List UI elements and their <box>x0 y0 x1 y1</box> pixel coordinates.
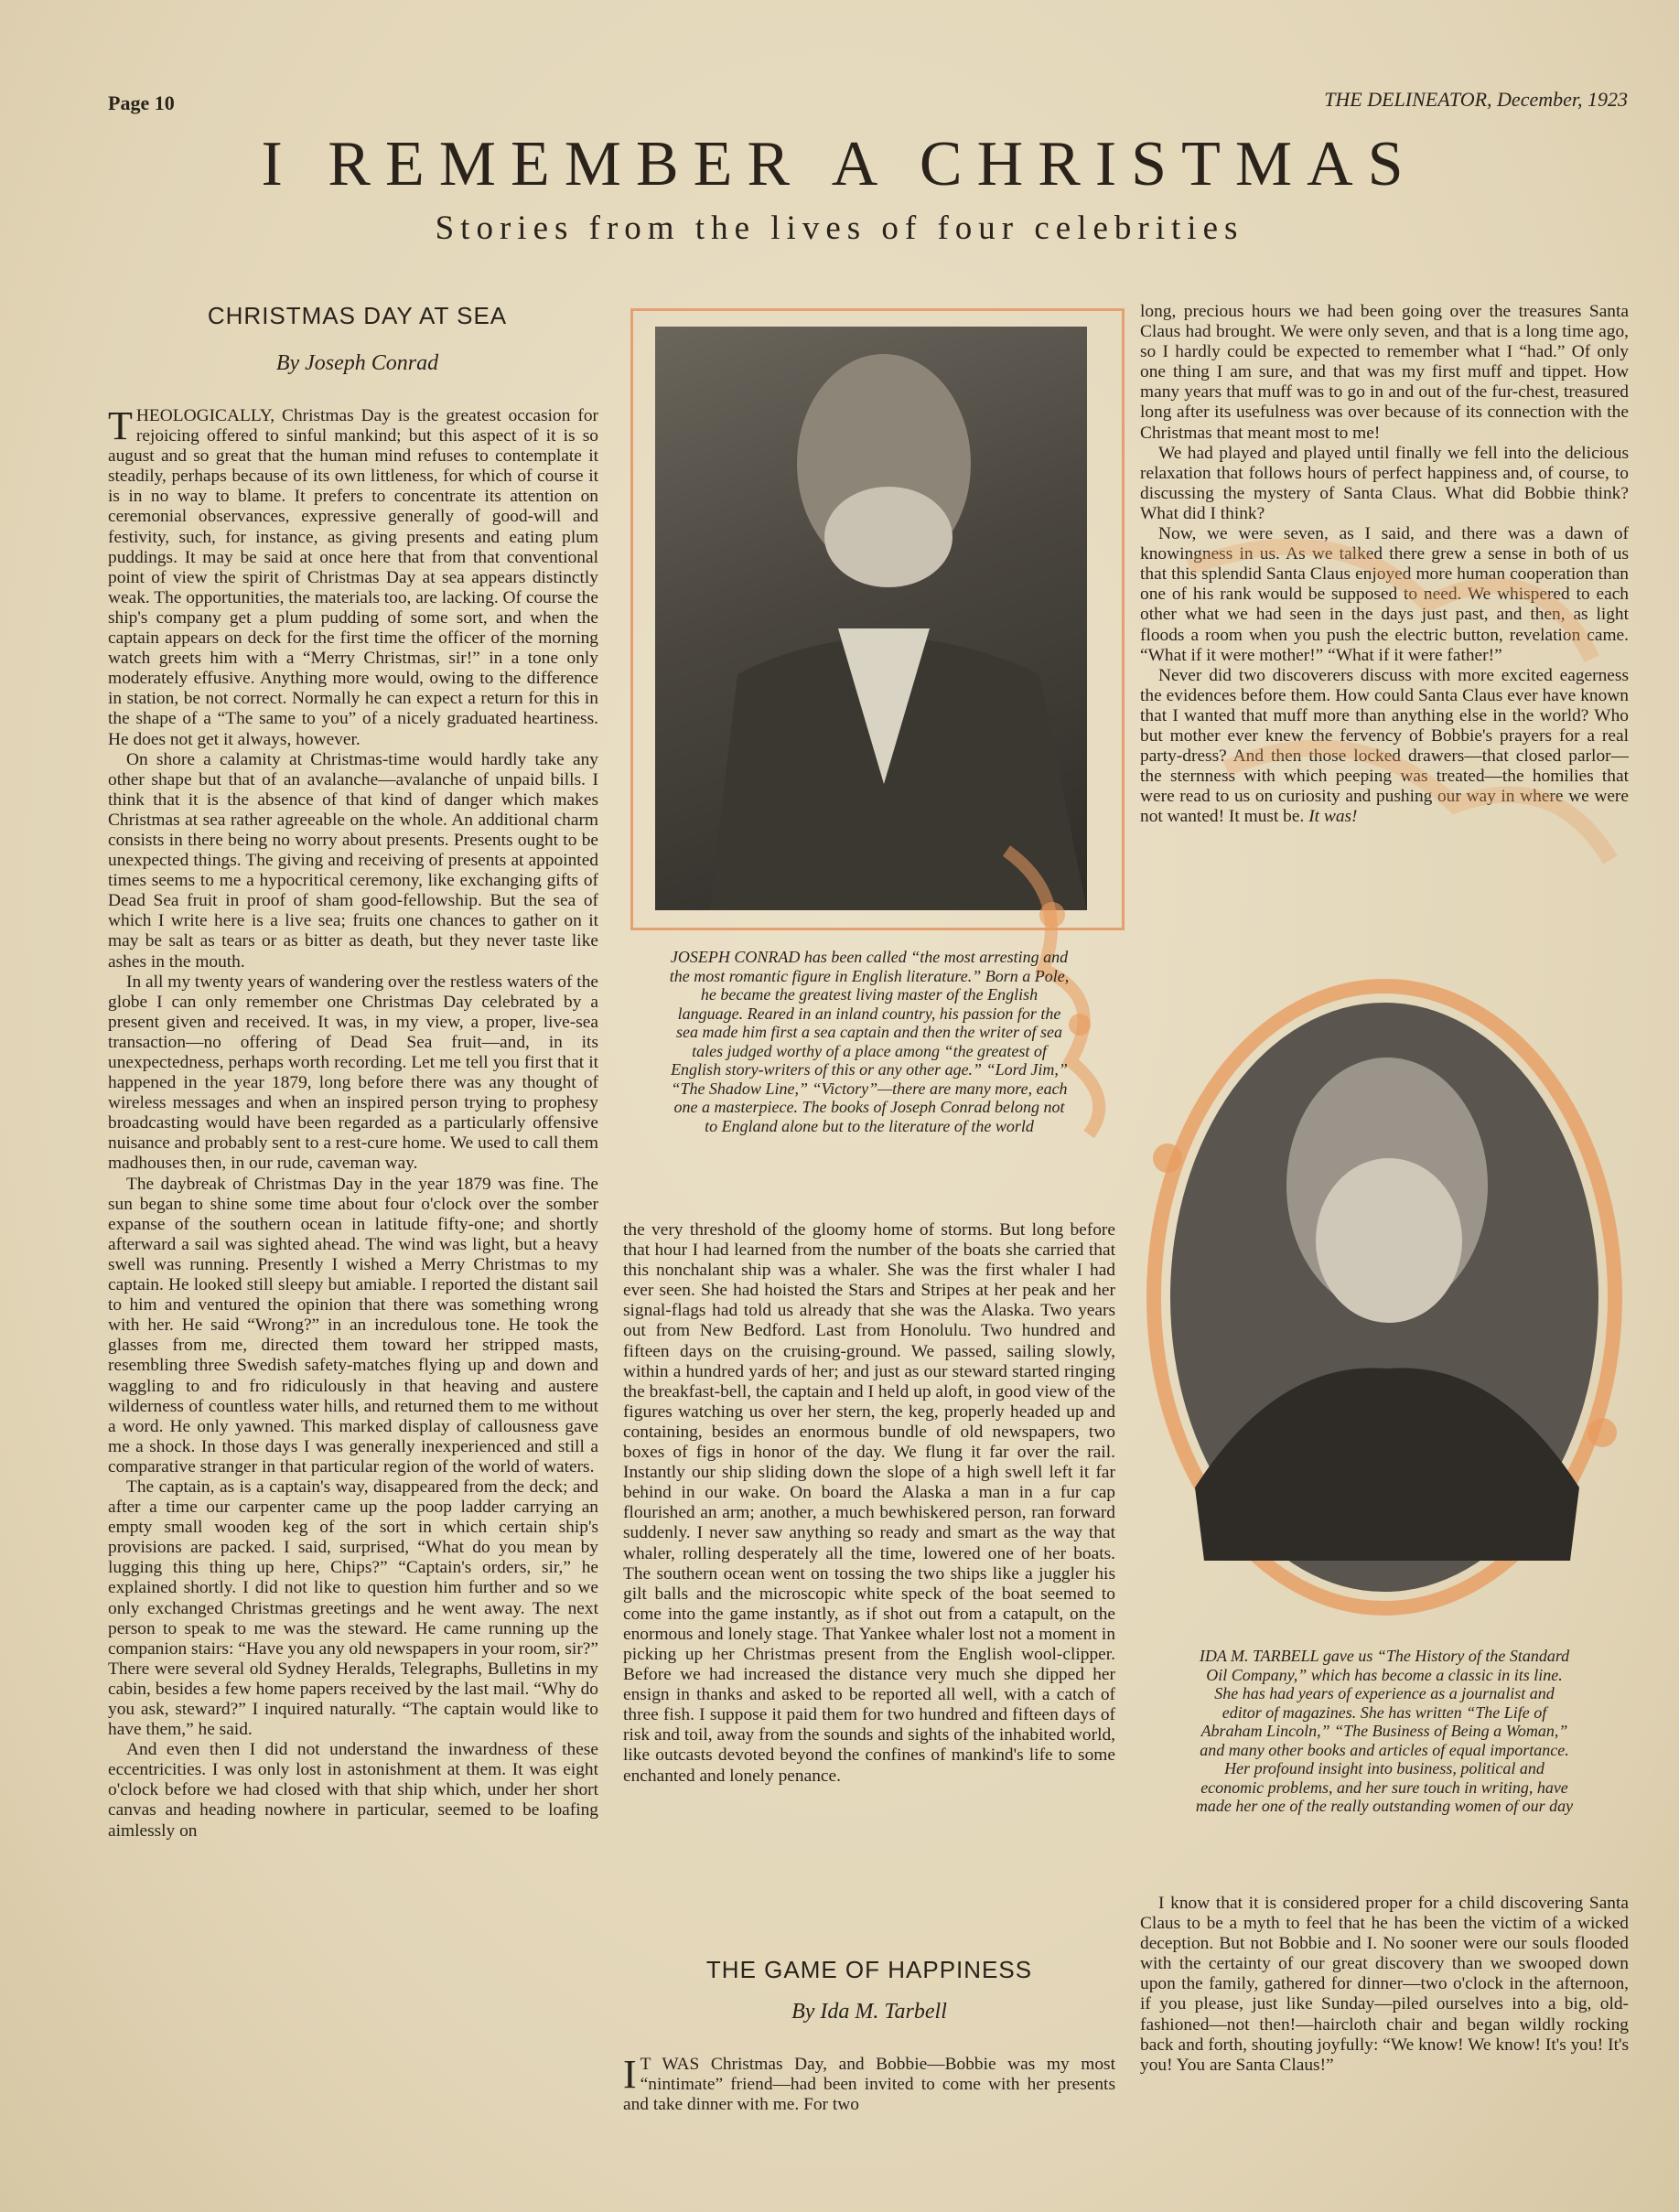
paragraph: On shore a calamity at Christmas-time would hardly take any other shape but that of an avalanche—avalanche of unpaid bills. I think that it is the absence of that kind of danger which makes Christmas at sea rather agreeable on the whole. An additional charm consists in there being no worry about presents. Presents ought to be unexpected things. The giving and receiving of presents at appointed times seems to me a hypocritical ceremony, like exchanging gifts of Dead Sea fruit in proof of sham good-fellowship. But the sea of which I write here is a live sea; fruits one chances to gather on it may be salt as tears or as bitter as death, but they never taste like ashes in the mouth. <box>108 749 598 972</box>
paragraph: We had played and played until finally we fell into the delicious relaxation that follows hours of perfect happiness and, of course, to discussing the mystery of Santa Claus. What did Bobbie think? What did I think? <box>1140 443 1629 523</box>
drop-cap: I <box>623 2055 637 2097</box>
byline-tarbell: By Ida M. Tarbell <box>791 2000 947 2024</box>
issue-line: THE DELINEATOR, December, 1923 <box>1324 88 1628 111</box>
paragraph: I know that it is considered proper for a child discovering Santa Claus to be a myth to feel that he has been the victim of a wicked deception. But not Bobbie and I. No sooner were our souls flooded with the certainty of our great discovery than we swooped down upon the family, gathered for dinner—two o'clock in the afternoon, if you please, just like Sunday—piled ourselves into a big, old-fashioned—not then!—haircloth chair and began wildly rocking back and forth, shouting joyfully: “We know! We know! It's you! It's you! You are Santa Claus!” <box>1140 1894 1629 2075</box>
paragraph: Now, we were seven, as I said, and there was a dawn of knowingness in us. As we talked there grew a sense in both of us that this splendid Santa Claus enjoyed more human cooperation than one of his rank would be supposed to need. We whispered to each other what we had seen in the days just past, and then, as light floods a room when you push the electric button, revelation came. “What if it were mother!” “What if it were father!” <box>1140 524 1629 665</box>
conrad-silhouette <box>655 327 1087 910</box>
column-3-bottom <box>1140 1894 1629 2128</box>
conrad-caption: JOSEPH CONRAD has been called “the most arresting and the most romantic figure in English literature.” Born a Pole, he became the greatest living master of the English language. Reared in an inland country, his passion for the sea made him first a sea captain and then the writer of sea tales judged worthy of a place among “the greatest of English story-writers of this or any other age.” “Lord Jim,” “The Shadow Line,” “Victory”—there are many more, each one a masterpiece. The books of Joseph Conrad belong not to England alone but to the literature of the world <box>669 948 1070 1135</box>
paragraph: the very threshold of the gloomy home of storms. But long before that hour I had learned from the number of the boats she carried that this nonchalant ship was a whaler. She was the first whaler I had ever seen. She had hoisted the Stars and Stripes at her peak and her signal-flags had told us already that she was the Alaska. Two years out from New Bedford. Last from Honolulu. Two hundred and fifteen days on the cruising-ground. We passed, sailing slowly, within a hundred yards of her; and just as our steward started ringing the breakfast-bell, the captain and I held up aloft, in good view of the figures watching us over her stern, the keg, properly headed up and containing, besides an enormous bundle of old newspapers, two boxes of figs in honor of the day. We flung it far over the rail. Instantly our ship sliding down the slope of a high swell left it far behind in our wake. On board the Alaska a man in a fur cap flourished an arm; another, a much bewhiskered person, ran forward suddenly. I never saw anything so ready and smart as the way that whaler, rolling desperately all the time, lowered one of her boats. The southern ocean went on tossing the two ships like a juggler his gilt balls and the microscopic white speck of the boat seemed to come into the game instantly, as if shot out from a catapult, on the enormous and lonely stage. That Yankee whaler lost not a moment in picking up her Christmas present from the English wool-clipper. Before we had increased the distance very much she dipped her ensign in thanks and asked to be reported all well, with a catch of three fish. I suppose it paid them for two hundred and fifteen days of risk and toil, away from the sounds and sights of the inhabited world, like outcasts devoted beyond the confines of mankind's life to some enchanted and lonely penance. <box>623 1220 1115 1786</box>
column-2-tarbell-start <box>623 2055 1115 2123</box>
paragraph: The captain, as is a captain's way, disappeared from the deck; and after a time our carpenter came up the poop ladder carrying an empty small wooden keg of the sort in which certain ship's provisions are packed. I said, surprised, “What do you mean by lugging this thing up here, Chips?” “Captain's orders, sir,” he explained shortly. I did not like to question him further and so we only exchanged Christmas greetings and he went away. The next person to speak to me was the steward. He came running up the companion stairs: “Have you any old newspapers in your room, sir?” There were several old Sydney Heralds, Telegraphs, Bulletins in my cabin, besides a few home papers received by the last mail. “Why do you ask, steward?” I inquired naturally. “The captain would like to have them,” he said. <box>108 1476 598 1740</box>
column-2 <box>623 1220 1115 1916</box>
conrad-portrait-photo <box>655 327 1087 910</box>
byline-conrad: By Joseph Conrad <box>275 351 439 375</box>
article-title-conrad: CHRISTMAS DAY AT SEA <box>207 302 508 329</box>
paragraph: HEOLOGICALLY, Christmas Day is the greatest occasion for rejoicing offered to sinful mankind; but this aspect of it is so august and so great that the human mind refuses to contemplate it steadily, perhaps because of its own littleness, for which of course it is in no way to blame. It prefers to concentrate its attention on ceremonial observances, expressive generally of good-will and festivity, such, for instance, as giving presents and eating plum puddings. It may be said at once here that from that conventional point of view the spirit of Christmas Day at sea appears distinctly weak. The opportunities, the materials too, are lacking. Of course the ship's company get a plum pudding of some sort, and when the captain appears on deck for the first time the officer of the morning watch greets him with a “Merry Christmas, sir!” in a tone only moderately effusive. Anything more would, owing to the difference in station, be not correct. Normally he can expect a return for this in the shape of a “The same to you” of a nicely graduated heartiness. He does not get it always, however. <box>108 406 598 749</box>
article-title-tarbell: THE GAME OF HAPPINESS <box>705 1956 1033 1983</box>
paragraph: The daybreak of Christmas Day in the year 1879 was fine. The sun began to shine some time about four o'clock over the somber expanse of the southern ocean in latitude fifty-one; and shortly afterward a sail was sighted ahead. The wind was light, but a heavy swell was running. Presently I wished a Merry Christmas to my captain. He looked still sleepy but amiable. I reported the distant sail to him and ventured the opinion that there was something wrong with her. He said “Wrong?” in an incredulous tone. He took the glasses from me, directed them toward her stripped masts, resembling three Swedish safety-matches flying up and down and waggling to and fro ridiculously in that heaving and austere wilderness of countless water hills, and returned them to me without a word. He only yawned. This marked display of callousness gave me a shock. In those days I was generally inexperienced and still a comparative stranger in that particular region of the world of waters. <box>108 1174 598 1476</box>
tarbell-caption: IDA M. TARBELL gave us “The History of the Standard Oil Company,” which has become a classic in its line. She has had years of experience as a journalist and editor of magazines. She has written “The Life of Abraham Lincoln,” “The Business of Being a Woman,” and many other books and articles of equal importance. Her profound insight into business, political and economic problems, and her sure touch in writing, have made her one of the really outstanding women of our day <box>1195 1647 1574 1815</box>
column-1 <box>108 406 598 2126</box>
holly-background-ornament <box>1153 494 1629 970</box>
drop-cap: T <box>108 406 133 448</box>
paragraph: And even then I did not understand the inwardness of these eccentricities. I was only lost in astonishment at them. It was eight o'clock before we had closed with that ship which, under her short canvas and heading nowhere in particular, seemed to be loafing aimlessly on <box>108 1740 598 1841</box>
page-number: Page 10 <box>108 91 175 114</box>
emphasis-it-was: It was! <box>1308 807 1358 827</box>
paragraph: Never did two discoverers discuss with more excited eagerness the evidences before them. How could Santa Claus ever have known that I wanted that muff more than anything else in the world? Who but mother ever knew the fervency of Bobbie's prayers for a real party-dress? And then those locked drawers—that closed parlor—the sternness with which peeping was treated—the homilies that were read to us on curiosity and pushing our way in where we were not wanted! It must be. <box>1140 665 1629 827</box>
subtitle: Stories from the lives of four celebrities <box>435 209 1244 247</box>
tarbell-oval-frame <box>1140 975 1629 1619</box>
main-title: I REMEMBER A CHRISTMAS <box>261 129 1418 199</box>
paragraph: long, precious hours we had been going over the treasures Santa Claus had brought. We were only seven, and that is a long time ago, so I hardly could be expected to remember what I “had.” Of only one thing I am sure, and that was my first muff and tippet. How many years that muff was to go in and out of the fur-chest, treasured long after its usefulness was over because of its connection with the Christmas that meant most to me! <box>1140 302 1629 443</box>
paragraph: In all my twenty years of wandering over the restless waters of the globe I can only remember one Christmas Day celebrated by a present given and received. It was, in my view, a proper, live-sea transaction—no offering of Dead Sea fruit—and, in its unexpectedness, perhaps worth recording. Let me tell you first that it happened in the year 1879, long before there was any thought of wireless messages and when an inspired person trying to prophesy broadcasting would have been regarded as a particularly offensive nuisance and probably sent to a rest-cure home. We used to call them madhouses then, in our rude, caveman way. <box>108 972 598 1174</box>
paragraph: T WAS Christmas Day, and Bobbie—Bobbie was my most “nintimate” friend—had been invited to come with her presents and take dinner with me. For two <box>623 2055 1115 2115</box>
